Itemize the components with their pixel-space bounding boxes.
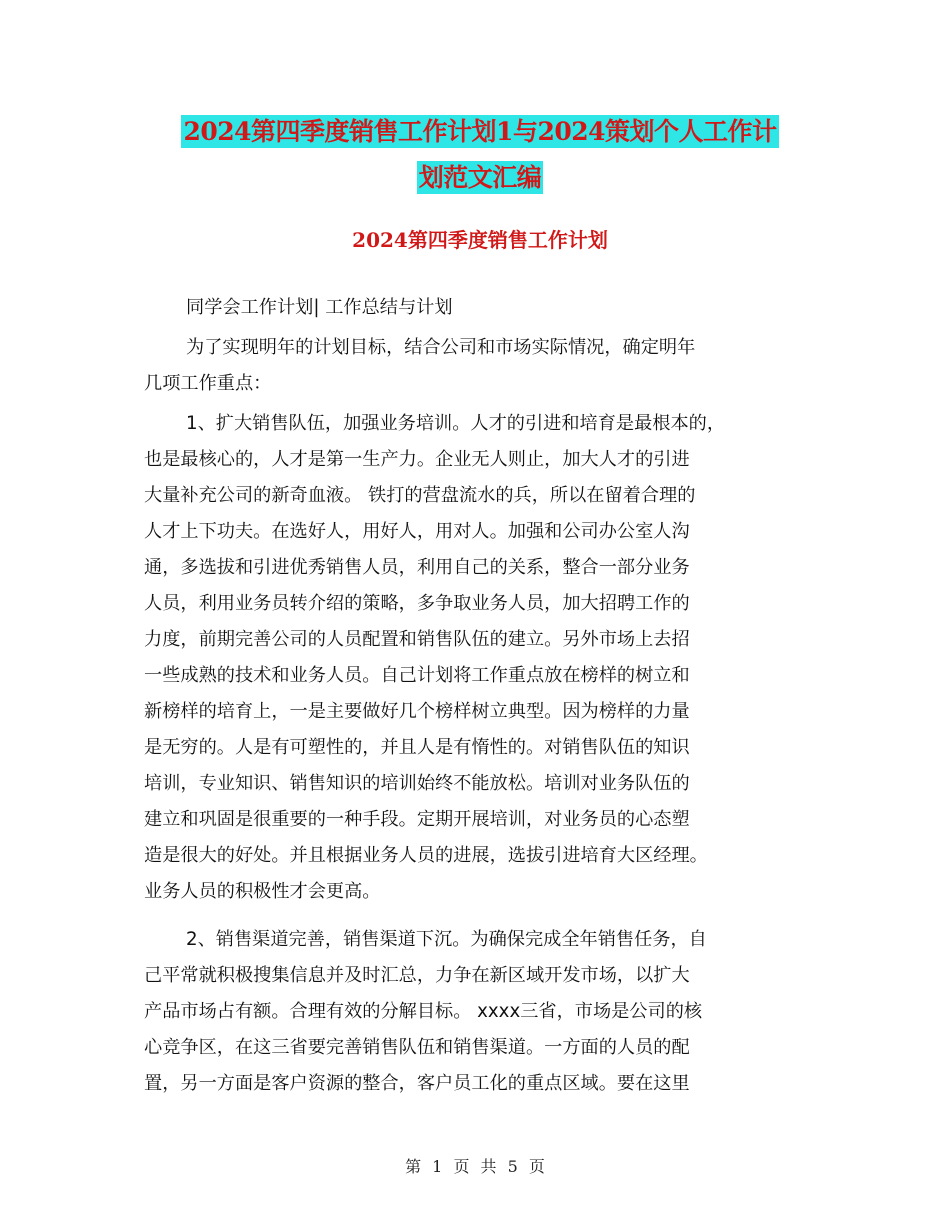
body-line: 2、销售渠道完善，销售渠道下沉。为确保完成全年销售任务，自 xyxy=(186,929,707,950)
body-line: 为了实现明年的计划目标，结合公司和市场实际情况，确定明年 xyxy=(186,337,696,358)
body-line: 力度，前期完善公司的人员配置和销售队伍的建立。另外市场上去招 xyxy=(144,629,690,650)
body-line: 心竞争区，在这三省要完善销售队伍和销售渠道。一方面的人员的配 xyxy=(144,1037,690,1058)
body-line: 通，多选拔和引进优秀销售人员，利用自己的关系，整合一部分业务 xyxy=(144,557,690,578)
body-line: 培训，专业知识、销售知识的培训始终不能放松。培训对业务队伍的 xyxy=(144,773,690,794)
body-line: 置，另一方面是客户资源的整合，客户员工化的重点区域。要在这里 xyxy=(144,1073,690,1094)
body-line: 业务人员的积极性才会更高。 xyxy=(144,881,381,902)
section-heading: 2024第四季度销售工作计划 xyxy=(352,228,608,252)
page-number-footer: 第 1 页 共 5 页 xyxy=(405,1157,545,1176)
document-title-line-2 xyxy=(140,158,820,194)
body-line: 1、扩大销售队伍，加强业务培训。人才的引进和培育是最根本的， xyxy=(186,413,726,434)
body-line: 一些成熟的技术和业务人员。自己计划将工作重点放在榜样的树立和 xyxy=(144,665,690,686)
title-highlight: 2024第四季度销售工作计划1与2024策划个人工作计 xyxy=(183,117,777,146)
body-line: 己平常就积极搜集信息并及时汇总，力争在新区域开发市场，以扩大 xyxy=(144,965,690,986)
body-line: 人员，利用业务员转介绍的策略，多争取业务人员，加大招聘工作的 xyxy=(144,593,690,614)
body-line: 同学会工作计划| 工作总结与计划 xyxy=(186,297,453,318)
body-line: 是无穷的。人是有可塑性的，并且人是有惰性的。对销售队伍的知识 xyxy=(144,737,690,758)
document-title-line-1 xyxy=(140,112,820,148)
title-highlight: 划范文汇编 xyxy=(418,163,542,192)
body-line: 建立和巩固是很重要的一种手段。定期开展培训，对业务员的心态塑 xyxy=(144,809,690,830)
body-line: 大量补充公司的新奇血液。 铁打的营盘流水的兵，所以在留着合理的 xyxy=(144,485,696,506)
body-line: 几项工作重点： xyxy=(144,373,272,394)
body-line: 也是最核心的，人才是第一生产力。企业无人则止，加大人才的引进 xyxy=(144,449,690,470)
body-line: 产品市场占有额。合理有效的分解目标。 xxxx三省，市场是公司的核 xyxy=(144,1001,703,1022)
body-line: 造是很大的好处。并且根据业务人员的进展，选拔引进培育大区经理。 xyxy=(144,845,708,866)
body-line: 人才上下功夫。在选好人，用好人，用对人。加强和公司办公室人沟 xyxy=(144,521,690,542)
body-line: 新榜样的培育上，一是主要做好几个榜样树立典型。因为榜样的力量 xyxy=(144,701,690,722)
